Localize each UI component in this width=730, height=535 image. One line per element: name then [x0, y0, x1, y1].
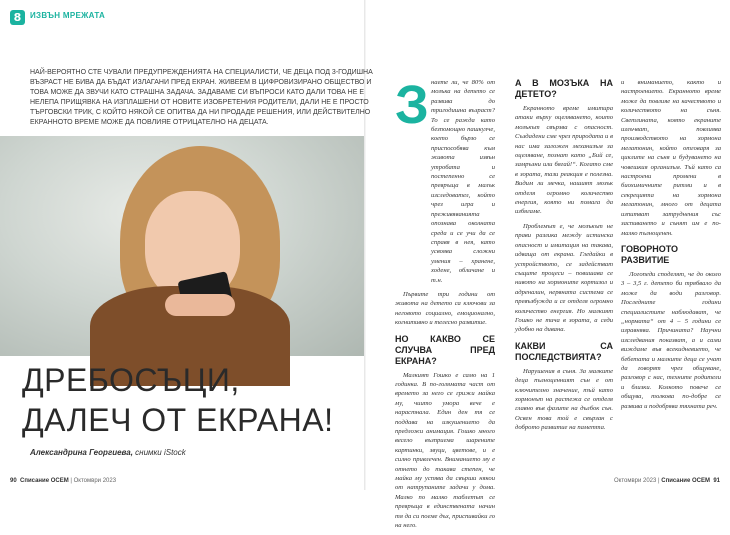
column-1-paragraph-3: Малкият Гошко е само на 1 годинка. В по-голямата част от времето за него се грижи майка му, чиито умора вече е нарастнала. Един ден тя се поддава на изкушението да предложи анимация. Гошко много весело възприема шарените картинки, звуци, цветове, и е силно привлечен. Вниманието му е отнето до такава степен, че майка му успява да свърши някои от натрупаните задачи у дома. Малко по малко таблетът се превръща в единствената начин тя да си поеме дъх, приспивайки го на него.	[395, 371, 495, 530]
column-3-paragraph-1: и вниманието, както и настроението. Екранното време може да повлияе на качеството и количеството на съня. Светлината, която екраните излъчват, повлиява производството на хормона мелатонин, който отговаря за циклите на съня и будуването на човешкия организъм. Тъй като са настроени промени в биохимичните ритми и в секрецията на хормона мелатонин, много от децата изпитват затруднения със заспиването и сънят им е по-малко пълноценен.	[621, 79, 721, 237]
left-issue: | Октомври 2023	[68, 478, 117, 484]
section-badge: 8	[10, 10, 25, 25]
section-title: ИЗВЪН МРЕЖАТА	[30, 11, 106, 20]
photo-hands	[165, 294, 235, 316]
right-issue: Октомври 2023 |	[613, 478, 662, 484]
right-footer	[614, 478, 720, 484]
byline-author: Александрина Георгиева,	[30, 448, 133, 457]
column-1-subheading: НО КАКВО СЕ СЛУЧВА ПРЕД ЕКРАНА?	[395, 333, 495, 366]
column-2-paragraph-3: Нарушения в съня. За малките деца пълноценният сън е от ключително значение, тъй като хормонът на растежа се отделя главно във фазите на дълбок сън. Освен това той е свързан с доброто развитие на паметта.	[515, 367, 613, 432]
column-1	[395, 75, 495, 535]
left-page-number: 90	[10, 478, 17, 484]
column-3	[621, 78, 721, 416]
left-page	[0, 0, 373, 490]
article-headline	[22, 360, 333, 440]
right-page-number: 91	[713, 478, 720, 484]
column-2-paragraph-2: Проблемът е, че мозъкът не прави разлика между истинска опасност и имитация на такава, идваща от екрана. Гледайки в устройството, се задействат същите процеси – повишава се нивото на хормоните кортизол и адреналин, нервната система се превъзбужда и се отделя огромно количество енергия. Но малкият Гошко не тича в зората, а седи удобно на дивана.	[515, 222, 613, 334]
column-1-paragraph-1: наете ли, че 80% от мозъка на детето се развива до тригодишна възраст? То се ражда като безпомощно пашкулче, което бързо се приспособява към живота извън утробата и постепенно се превръща в малък изследовател, който чрез игра и преживяванията опознава околната среда и се учи да се справя в нея, като усвоява сложни умения – хранене, ходене, обличане и т.н.	[431, 79, 495, 284]
byline	[30, 448, 186, 457]
column-1-paragraph-2: Първите три години от живота на детето са ключови за неговото социално, емоционално, когнитивно и телесно развитие.	[395, 290, 495, 327]
column-2	[515, 78, 613, 438]
headline-line-2: ДАЛЕЧ ОТ ЕКРАНА!	[22, 402, 334, 438]
column-2-paragraph-1: Екранното време имитира атаки върху оцеляването, които мозъкът свързва с опасност. Създадени сме чрез природата и в нас има заложен механизъм за оцеляване, познат като „Бий се, замръзни или бягай!“. Когато сме в зората, тази реакция е полезна. Видим ли мечка, нашият мозък отделя огромно количество енергия, която ни помага да избягаме.	[515, 105, 613, 216]
right-magazine-name: Списание ОСЕМ	[661, 478, 710, 484]
article-intro: НАЙ-ВЕРОЯТНО СТЕ ЧУВАЛИ ПРЕДУПРЕЖДЕНИЯТА НА СПЕЦИАЛИСТИ, ЧЕ ДЕЦА ПОД 3-ГОДИШНА ВЪЗРАСТ НЕ БИВА ДА БЪДАТ ИЗЛАГАНИ ПРЕД ЕКРАН. ЖИВЕЕМ В ЦИФРОВИЗИРАНО ОБЩЕСТВО И ТОВА МОЖЕ ДА ЗВУЧИ КАТО СТРАШНА ЗАДАЧА. ЗАДАВАМЕ СИ ВЪПРОСИ КАТО ДАЛИ ТОВА НЕ Е НЕЛЕПА ПРИЩЯВКА НА ИЗПЛАШЕНИ ОТ НОВИТЕ ИЗОБРЕТЕНИЯ РОДИТЕЛИ, ДАЛИ НЕ Е ПРОСТО ТЪРГОВСКИ ТРИК, С КОЙТО НЯКОЙ СЕ ОПИТВА ДА НИ ПРОДАДЕ РЕШЕНИЯ, ИЛИ ДЕЙСТВИТЕЛНО ЕКРАННОТО ВРЕМЕ МОЖЕ ДА ПОВЛИЯЕ ОТРИЦАТЕЛНО НА ДЕЦАТА.	[30, 69, 373, 126]
drop-cap: З	[395, 75, 429, 135]
column-2-subheading-2: КАКВИ СА ПОСЛЕДСТВИЯТА?	[515, 340, 613, 362]
left-footer	[10, 478, 116, 484]
hero-photo	[0, 136, 365, 356]
column-2-subheading-1: А В МОЗЪКА НА ДЕТЕТО?	[515, 78, 613, 99]
left-magazine-name: Списание ОСЕМ	[20, 478, 69, 484]
column-3-subheading: ГОВОРНОТО РАЗВИТИЕ	[621, 243, 679, 265]
headline-line-1: ДРЕБОСЪЦИ,	[22, 362, 240, 398]
byline-credit: снимки iStock	[132, 448, 186, 457]
column-3-paragraph-2: Логопеди споделят, че до около 3 – 3,5 г. детето би трябвало да може да води разговор. Последните години специалистите наблюдават, че „нормата“ от 4 – 5 години се изравнява. Причината? Научни изследвания показват, а и сами виждаме във всекидневието, че бебетата и малките деца се учат да говорят чрез общуване, разговор с нас, техните родители и близки. Колкото повече се общува, толкова по-добре се развива и подобрява тяхната реч.	[621, 270, 721, 410]
